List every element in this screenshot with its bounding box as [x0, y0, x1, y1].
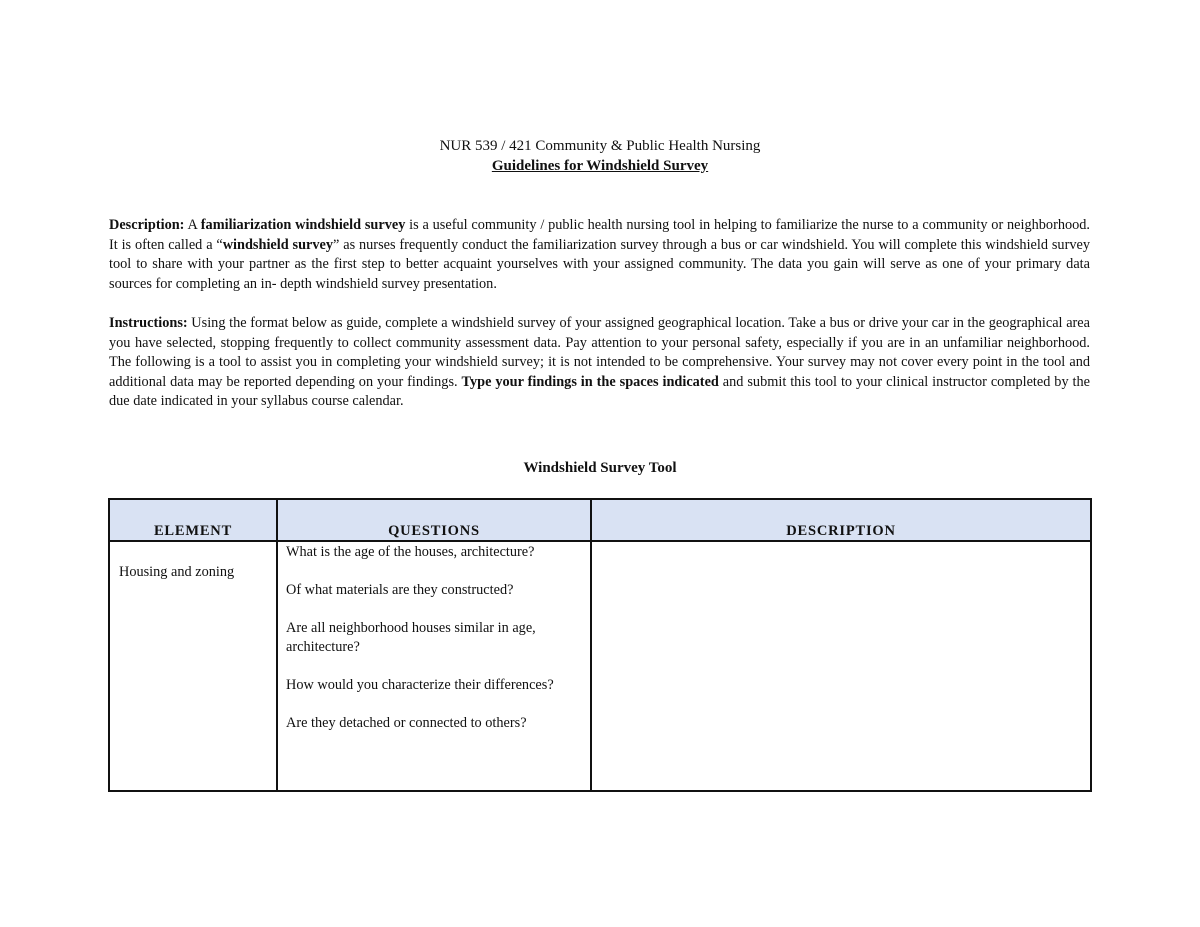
question-item: Are all neighborhood houses similar in age, architecture?	[286, 620, 536, 655]
instructions-bold-1: Type your findings in the spaces indicated	[461, 373, 719, 390]
question-item: How would you characterize their differences?	[286, 677, 554, 693]
table-row	[109, 541, 1091, 791]
questions-cell	[277, 541, 591, 791]
question-item: Are they detached or connected to others?	[286, 715, 527, 731]
description-text-1: A	[184, 217, 201, 233]
instructions-text-2: and submit this tool to your clinical instructor completed by the due date indicated in your syllabus course calendar.	[109, 373, 1090, 410]
question-item: What is the age of the houses, architecture?	[286, 544, 535, 560]
question-item: Of what materials are they constructed?	[286, 582, 514, 598]
description-bold-1: familiarization windshield survey	[200, 217, 406, 233]
element-cell: Housing and zoning	[109, 541, 277, 791]
table-header-row	[109, 499, 1091, 541]
column-header-questions: QUESTIONS	[277, 499, 591, 541]
instructions-text-1: Using the format below as guide, complete a windshield survey of your assigned geographical location. Take a bus or drive your car in the geographical area you have selected, stopping frequently to collect community assessment data. Pay attention to your personal safety, especially if you are in an unfamiliar neighborhood. The following is a tool to assist you in completing your windshield survey; it is not intended to be comprehensive. Your survey may not cover every point in the tool and additional data may be reported depending on your findings.	[109, 315, 1090, 390]
survey-tool-title: Windshield Survey Tool	[523, 460, 677, 476]
windshield-survey-table	[108, 498, 1092, 792]
column-header-description: DESCRIPTION	[591, 499, 1091, 541]
course-title: NUR 539 / 421 Community & Public Health Nursing	[439, 138, 761, 154]
description-input-cell[interactable]	[591, 541, 1091, 791]
description-text-3: ” as nurses frequently conduct the familiarization survey through a bus or car windshield. You will complete this windshield survey tool to share with your partner as the first step to better acquaint yourselves with your assigned community. The data you gain will serve as one of your primary data sources for completing an in- depth windshield survey presentation.	[109, 236, 1090, 292]
document-title: Guidelines for Windshield Survey	[491, 158, 709, 174]
description-paragraph	[109, 216, 1090, 294]
instructions-paragraph	[109, 314, 1090, 412]
description-bold-2: windshield survey	[222, 236, 334, 253]
instructions-label: Instructions:	[109, 315, 188, 331]
description-text-2: is a useful community / public health nursing tool in helping to familiarize the nurse to a community or neighborhood. It is often called a “	[109, 217, 1090, 253]
description-label: Description:	[109, 217, 185, 233]
column-header-element: ELEMENT	[109, 499, 277, 541]
